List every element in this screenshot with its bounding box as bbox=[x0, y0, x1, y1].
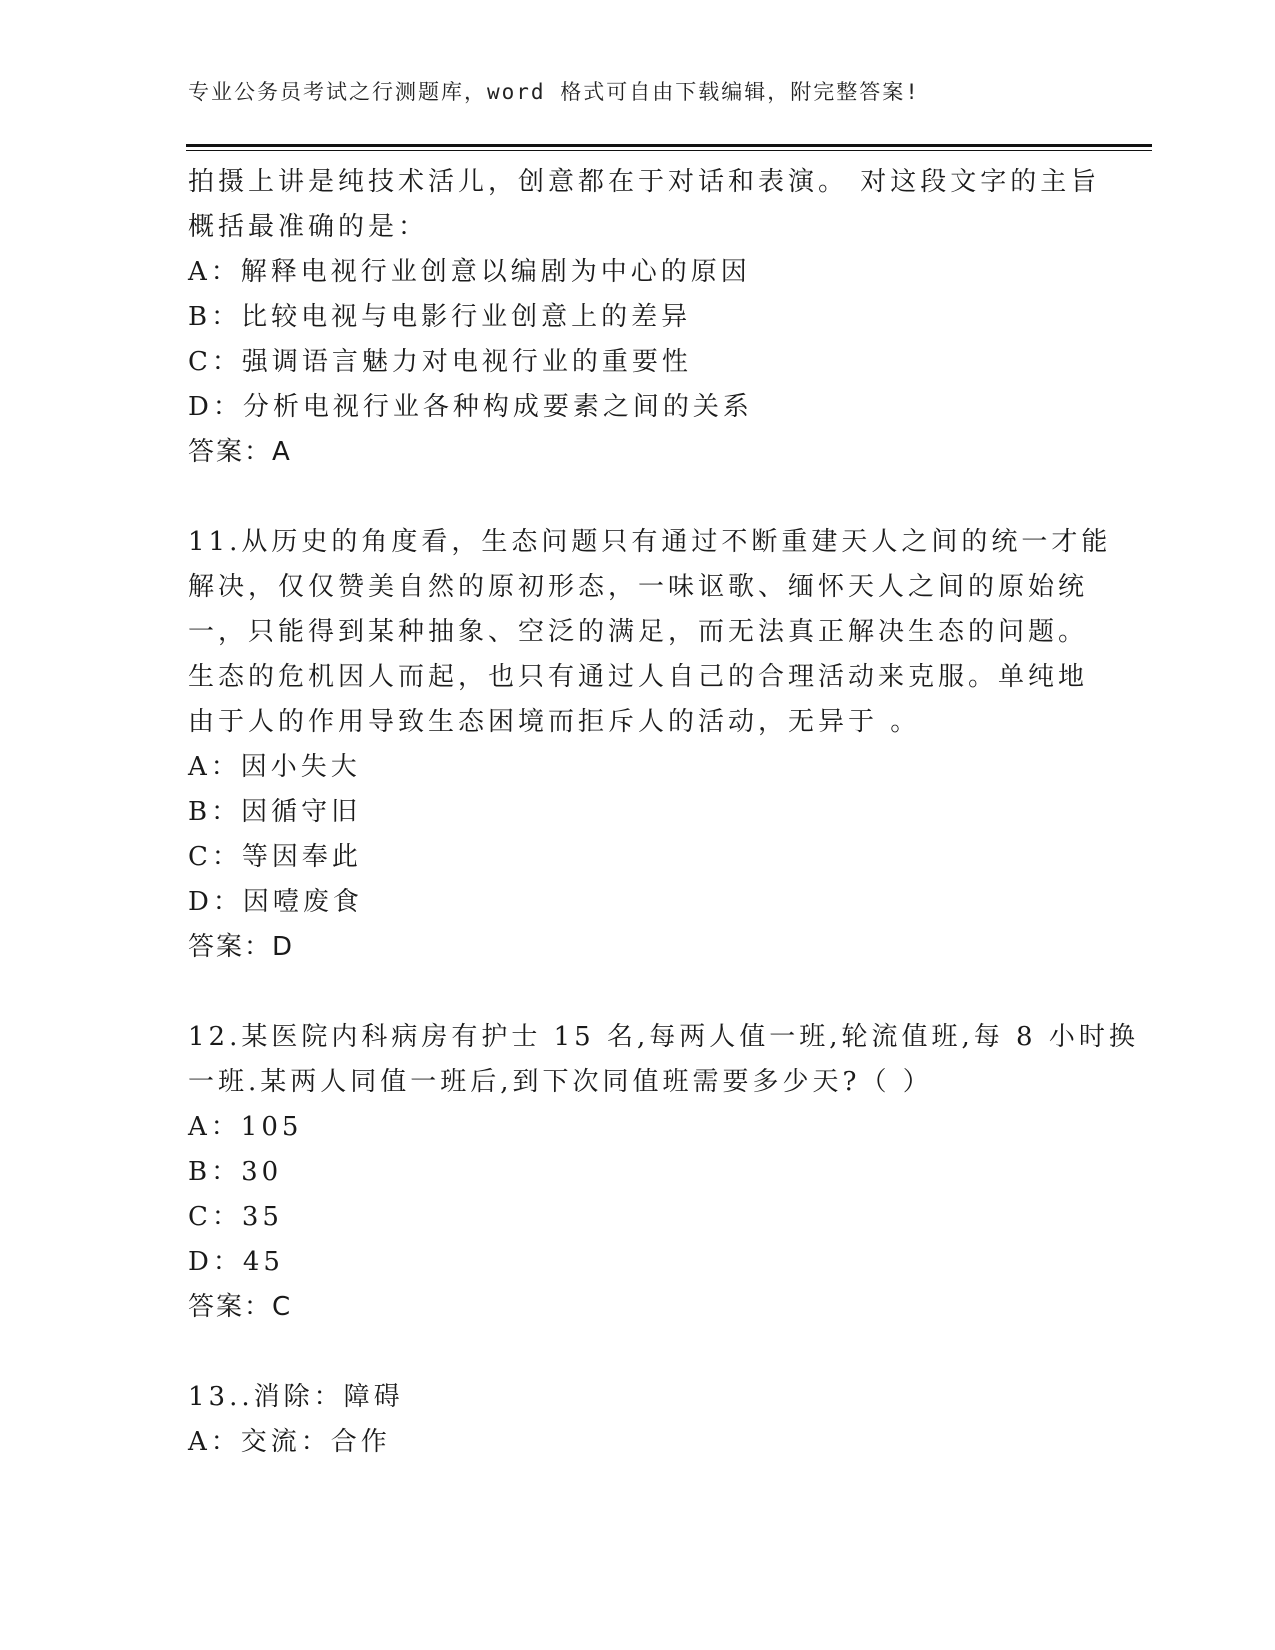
option-c: C：等因奉此 bbox=[188, 842, 362, 872]
spacer bbox=[188, 970, 1088, 1015]
answer-line: 答案：A bbox=[188, 437, 292, 467]
page-header: 专业公务员考试之行测题库，word 格式可自由下载编辑，附完整答案! bbox=[188, 80, 920, 104]
question-text-line: 一，只能得到某种抽象、空泛的满足，而无法真正解决生态的问题。 bbox=[188, 617, 1089, 647]
option-a: A：105 bbox=[188, 1112, 303, 1142]
question-text-line: 概括最准确的是： bbox=[188, 212, 429, 242]
question-text-line: 拍摄上讲是纯技术活儿，创意都在于对话和表演。 对这段文字的主旨 bbox=[188, 167, 1101, 197]
header-divider bbox=[186, 144, 1152, 147]
question-10 bbox=[188, 160, 1101, 475]
answer-line: 答案：C bbox=[188, 1292, 293, 1322]
option-d: D：因噎废食 bbox=[188, 887, 363, 917]
question-text-line: 由于人的作用导致生态困境而拒斥人的活动，无异于 。 bbox=[188, 707, 921, 737]
option-d: D：分析电视行业各种构成要素之间的关系 bbox=[188, 392, 753, 422]
option-a: A：解释电视行业创意以编剧为中心的原因 bbox=[188, 257, 751, 287]
option-b: B：因循守旧 bbox=[188, 797, 362, 827]
question-11 bbox=[188, 520, 1112, 970]
option-d: D：45 bbox=[188, 1247, 284, 1277]
option-c: C：35 bbox=[188, 1202, 283, 1232]
question-text-line: 13..消除：障碍 bbox=[188, 1382, 404, 1412]
question-text-line: 一班.某两人同值一班后,到下次同值班需要多少天?（ ） bbox=[188, 1067, 933, 1097]
answer-line: 答案：D bbox=[188, 932, 295, 962]
option-a: A：交流：合作 bbox=[188, 1427, 391, 1457]
option-b: B：30 bbox=[188, 1157, 283, 1187]
question-text-line: 12.某医院内科病房有护士 15 名,每两人值一班,轮流值班,每 8 小时换 bbox=[188, 1022, 1139, 1052]
spacer bbox=[188, 1330, 1088, 1375]
option-a: A：因小失大 bbox=[188, 752, 361, 782]
question-text-line: 11.从历史的角度看，生态问题只有通过不断重建天人之间的统一才能 bbox=[188, 527, 1112, 557]
spacer bbox=[188, 475, 1088, 520]
question-content bbox=[188, 160, 1139, 1465]
question-12 bbox=[188, 1015, 1139, 1330]
option-b: B：比较电视与电影行业创意上的差异 bbox=[188, 302, 692, 332]
question-13 bbox=[188, 1375, 1088, 1465]
header-divider-thin bbox=[186, 150, 1152, 151]
option-c: C：强调语言魅力对电视行业的重要性 bbox=[188, 347, 692, 377]
question-text-line: 解决，仅仅赞美自然的原初形态，一味讴歌、缅怀天人之间的原始统 bbox=[188, 572, 1089, 602]
question-text-line: 生态的危机因人而起，也只有通过人自己的合理活动来克服。单纯地 bbox=[188, 662, 1089, 692]
